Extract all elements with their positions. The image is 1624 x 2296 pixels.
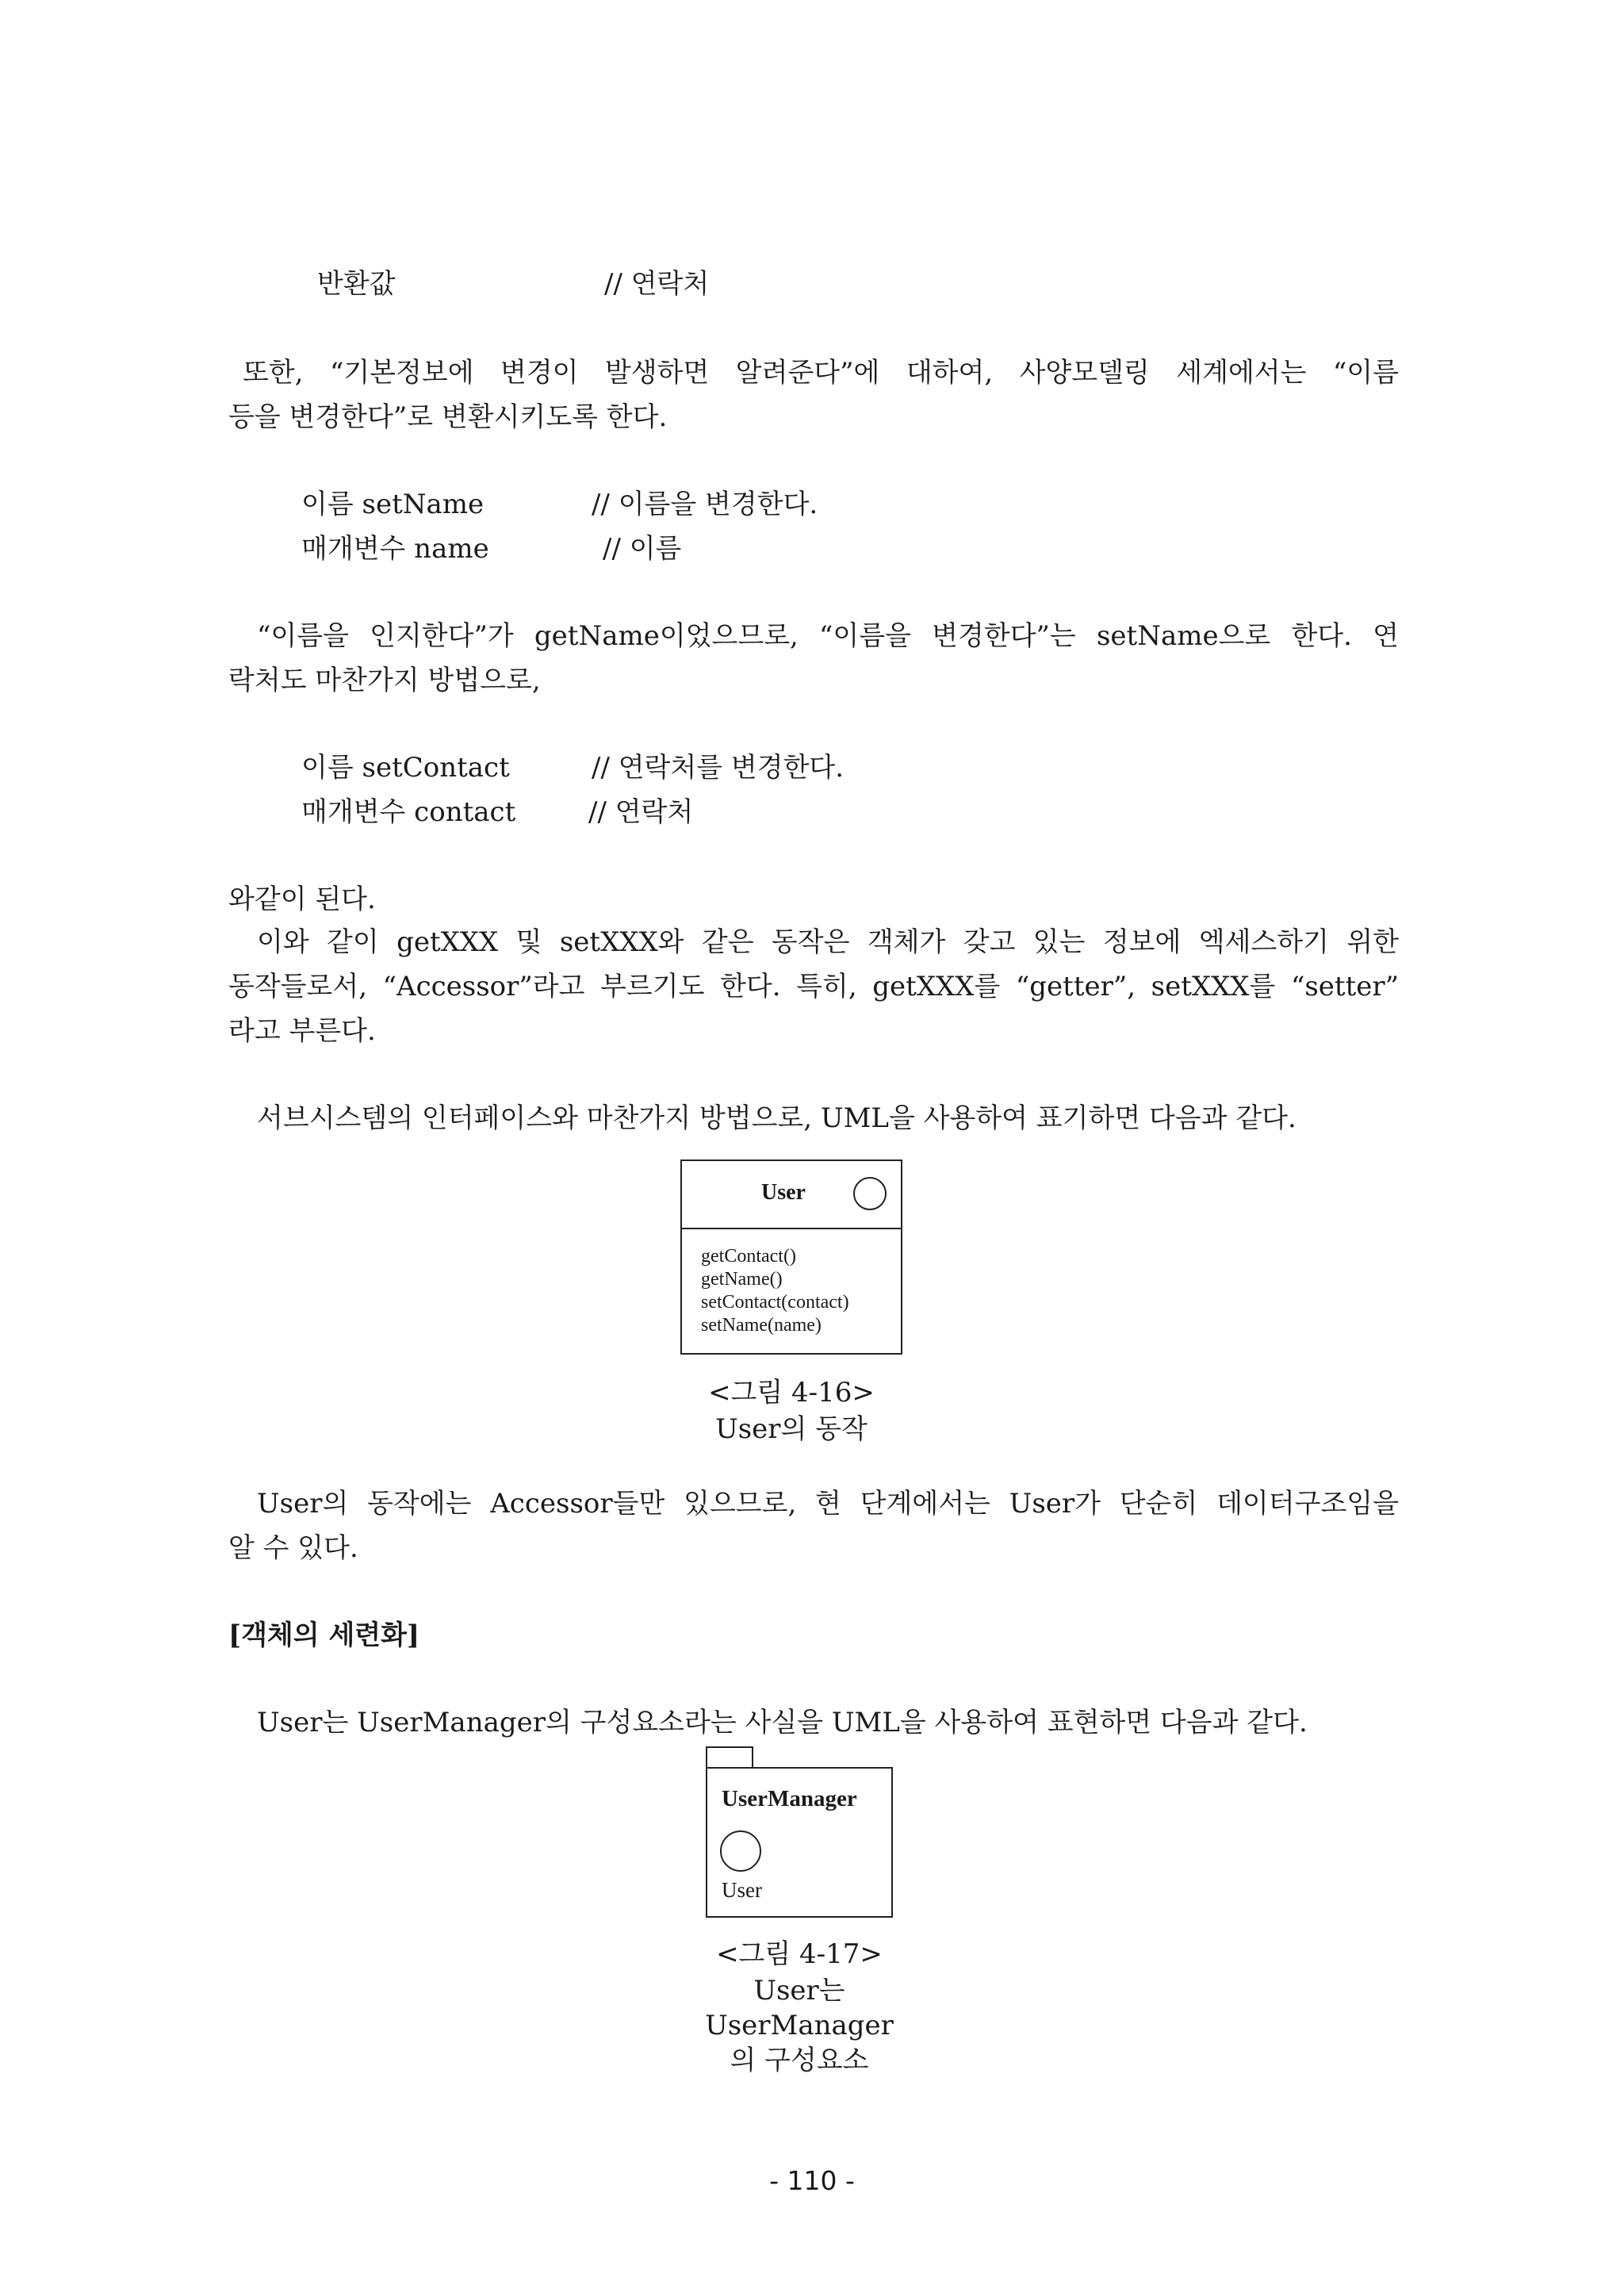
section-heading: [객체의 세련화] — [228, 1619, 420, 1651]
uml-operation: setContact(contact) — [701, 1292, 849, 1313]
uml-class-user — [680, 1159, 902, 1355]
figure16-caption-title: User의 동작 — [715, 1413, 868, 1445]
figure17-caption-line4: 의 구성요소 — [730, 2045, 869, 2076]
para5-line1: User의 동작에는 Accessor들만 있으므로, 현 단계에서는 User가 단순히 데이터구조임을 — [257, 1488, 1399, 1520]
uml-package-usermanager — [706, 1767, 893, 1918]
para3-line1: 와같이 된다. — [228, 884, 376, 915]
code2-param-contact-comment: // 연락처 — [588, 796, 694, 828]
para5-line2: 알 수 있다. — [228, 1532, 358, 1564]
para1-line2: 등을 변경한다”로 변환시키도록 한다. — [228, 401, 668, 433]
uml-class-name-compartment — [682, 1161, 901, 1229]
code-return-label: 반환값 — [317, 268, 396, 300]
code1-setname-comment: // 이름을 변경한다. — [592, 489, 818, 520]
code1-param-name-comment: // 이름 — [603, 533, 682, 565]
code2-setcontact-comment: // 연락처를 변경한다. — [592, 752, 845, 784]
code1-param-name: 매개변수 name — [301, 533, 489, 565]
interface-circle-icon — [853, 1177, 887, 1210]
para6: User는 UserManager의 구성요소라는 사실을 UML을 사용하여 표현하면 다음과 같다. — [257, 1707, 1308, 1738]
para1-line1: 또한, “기본정보에 변경이 발생하면 알려준다”에 대하여, 사양모델링 세계에서는 “이름 — [243, 357, 1399, 389]
uml-class-name: User — [761, 1180, 806, 1205]
figure17-caption-line3: UserManager — [705, 2010, 894, 2041]
uml-package-name: UserManager — [722, 1786, 857, 1811]
figure16-caption-number: <그림 4-16> — [708, 1377, 875, 1409]
figure17-caption-line2: User는 — [753, 1975, 845, 2007]
uml-package-element-name: User — [722, 1878, 762, 1902]
component-circle-icon — [720, 1830, 761, 1872]
uml-operation: getContact() — [701, 1246, 796, 1267]
para2-line1: “이름을 인지한다”가 getName이었으므로, “이름을 변경한다”는 setName으로 한다. 연 — [257, 620, 1399, 652]
para3-line2: 이와 같이 getXXX 및 setXXX와 같은 동작은 객체가 갖고 있는 정보에 엑세스하기 위한 — [257, 926, 1399, 958]
page-number: - 110 - — [769, 2165, 855, 2196]
figure17-caption-number: <그림 4-17> — [716, 1938, 883, 1970]
uml-package-tab — [706, 1746, 753, 1769]
code-return-comment: // 연락처 — [604, 268, 710, 300]
para3-line4: 라고 부른다. — [228, 1015, 376, 1047]
para4: 서브시스템의 인터페이스와 마찬가지 방법으로, UML을 사용하여 표기하면 다음과 같다. — [257, 1102, 1297, 1134]
para3-line3: 동작들로서, “Accessor”라고 부르기도 한다. 특히, getXXX를 “getter”, setXXX를 “setter” — [228, 971, 1399, 1002]
uml-operation: setName(name) — [701, 1315, 822, 1336]
para2-line2: 락처도 마찬가지 방법으로, — [228, 665, 541, 696]
code2-setcontact: 이름 setContact — [301, 752, 510, 784]
uml-operations-compartment — [682, 1229, 901, 1337]
uml-operation: getName() — [701, 1269, 783, 1290]
code2-param-contact: 매개변수 contact — [301, 796, 516, 828]
code1-setname: 이름 setName — [301, 489, 485, 520]
